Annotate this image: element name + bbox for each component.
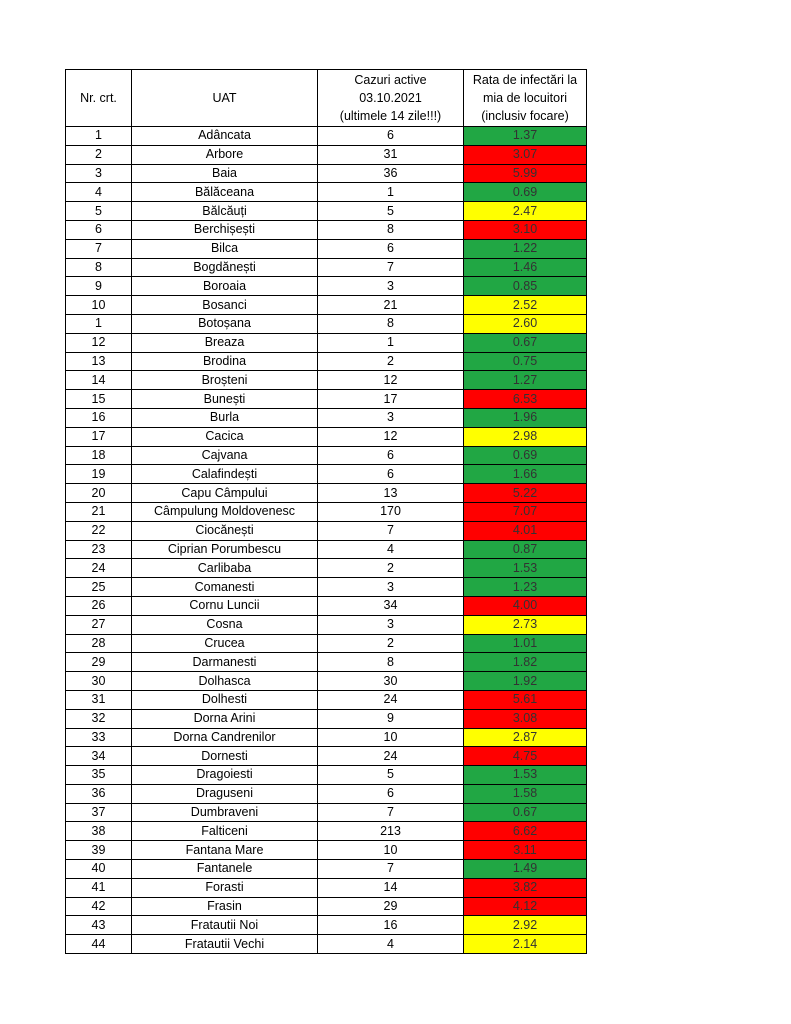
header-cases-line-3: (ultimele 14 zile!!!) — [339, 109, 442, 123]
cell-nr: 34 — [66, 747, 132, 766]
cell-nr: 6 — [66, 220, 132, 239]
cell-rate: 0.85 — [464, 277, 587, 296]
cell-nr: 36 — [66, 784, 132, 803]
table-row — [66, 878, 587, 897]
cell-cases: 13 — [318, 484, 464, 503]
cell-rate: 3.08 — [464, 709, 587, 728]
cell-rate: 4.01 — [464, 521, 587, 540]
cell-uat: Dornesti — [132, 747, 318, 766]
cell-uat: Baia — [132, 164, 318, 183]
cell-nr: 42 — [66, 897, 132, 916]
cell-nr: 43 — [66, 916, 132, 935]
cell-cases: 6 — [318, 239, 464, 258]
header-rate-line-2: mia de locuitori — [482, 91, 568, 105]
cell-nr: 22 — [66, 521, 132, 540]
cell-rate: 1.37 — [464, 127, 587, 146]
table-row — [66, 127, 587, 146]
cell-cases: 29 — [318, 897, 464, 916]
table-row — [66, 390, 587, 409]
cell-rate: 0.67 — [464, 333, 587, 352]
cell-rate: 1.27 — [464, 371, 587, 390]
cell-nr: 13 — [66, 352, 132, 371]
cell-uat: Draguseni — [132, 784, 318, 803]
cell-nr: 39 — [66, 841, 132, 860]
cell-uat: Bosanci — [132, 296, 318, 315]
cell-nr: 14 — [66, 371, 132, 390]
cell-uat: Falticeni — [132, 822, 318, 841]
cell-rate: 1.82 — [464, 653, 587, 672]
table-row — [66, 578, 587, 597]
cell-cases: 3 — [318, 615, 464, 634]
cell-uat: Dumbraveni — [132, 803, 318, 822]
cell-nr: 12 — [66, 333, 132, 352]
cell-cases: 24 — [318, 690, 464, 709]
cell-rate: 3.10 — [464, 220, 587, 239]
cell-cases: 12 — [318, 427, 464, 446]
cell-cases: 6 — [318, 784, 464, 803]
cell-cases: 31 — [318, 145, 464, 164]
cell-rate: 2.98 — [464, 427, 587, 446]
table-row — [66, 408, 587, 427]
cell-cases: 36 — [318, 164, 464, 183]
table-row — [66, 559, 587, 578]
table-row — [66, 465, 587, 484]
table-row — [66, 202, 587, 221]
cell-cases: 8 — [318, 220, 464, 239]
cell-nr: 7 — [66, 239, 132, 258]
table-row — [66, 841, 587, 860]
table-row — [66, 296, 587, 315]
cell-cases: 24 — [318, 747, 464, 766]
table-row — [66, 728, 587, 747]
cell-rate: 0.69 — [464, 183, 587, 202]
cell-nr: 28 — [66, 634, 132, 653]
table-row — [66, 484, 587, 503]
cell-nr: 27 — [66, 615, 132, 634]
cell-rate: 1.92 — [464, 672, 587, 691]
cell-nr: 2 — [66, 145, 132, 164]
table-row — [66, 747, 587, 766]
cell-rate: 2.73 — [464, 615, 587, 634]
cell-nr: 5 — [66, 202, 132, 221]
cell-cases: 4 — [318, 540, 464, 559]
table-row — [66, 916, 587, 935]
cell-cases: 6 — [318, 127, 464, 146]
table-row — [66, 333, 587, 352]
header-rate — [464, 70, 587, 127]
cell-nr: 33 — [66, 728, 132, 747]
table-row — [66, 502, 587, 521]
cell-uat: Cacica — [132, 427, 318, 446]
cell-nr: 4 — [66, 183, 132, 202]
cell-cases: 213 — [318, 822, 464, 841]
cell-rate: 1.01 — [464, 634, 587, 653]
cell-cases: 12 — [318, 371, 464, 390]
cell-uat: Adâncata — [132, 127, 318, 146]
cell-uat: Burla — [132, 408, 318, 427]
header-cases-line-2: 03.10.2021 — [359, 91, 422, 105]
cell-uat: Comanesti — [132, 578, 318, 597]
cell-cases: 5 — [318, 766, 464, 785]
cell-nr: 40 — [66, 860, 132, 879]
cell-cases: 7 — [318, 258, 464, 277]
cell-uat: Capu Câmpului — [132, 484, 318, 503]
cell-nr: 8 — [66, 258, 132, 277]
cell-uat: Dolhasca — [132, 672, 318, 691]
table-row — [66, 596, 587, 615]
cell-nr: 26 — [66, 596, 132, 615]
cell-uat: Brodina — [132, 352, 318, 371]
cell-rate: 1.49 — [464, 860, 587, 879]
cell-rate: 7.07 — [464, 502, 587, 521]
cell-rate: 2.14 — [464, 935, 587, 954]
table-row — [66, 371, 587, 390]
cell-cases: 2 — [318, 352, 464, 371]
cell-uat: Forasti — [132, 878, 318, 897]
cell-rate: 2.87 — [464, 728, 587, 747]
cell-rate: 0.75 — [464, 352, 587, 371]
header-rate-line-3: (inclusiv focare) — [481, 109, 569, 123]
cell-cases: 7 — [318, 860, 464, 879]
cell-uat: Bălcăuți — [132, 202, 318, 221]
table-body — [66, 127, 587, 954]
cell-rate: 1.96 — [464, 408, 587, 427]
cell-rate: 4.00 — [464, 596, 587, 615]
cell-rate: 1.23 — [464, 578, 587, 597]
cell-uat: Dorna Arini — [132, 709, 318, 728]
cell-cases: 3 — [318, 578, 464, 597]
header-cases — [318, 70, 464, 127]
table-row — [66, 145, 587, 164]
cell-uat: Calafindești — [132, 465, 318, 484]
cell-rate: 2.60 — [464, 314, 587, 333]
cell-nr: 18 — [66, 446, 132, 465]
table-row — [66, 164, 587, 183]
cell-nr: 3 — [66, 164, 132, 183]
cell-uat: Ciocănești — [132, 521, 318, 540]
cell-uat: Ciprian Porumbescu — [132, 540, 318, 559]
header-cases-line-1: Cazuri active — [354, 73, 427, 87]
cell-cases: 1 — [318, 333, 464, 352]
cell-uat: Cornu Luncii — [132, 596, 318, 615]
cell-nr: 20 — [66, 484, 132, 503]
cell-nr: 24 — [66, 559, 132, 578]
cell-rate: 5.61 — [464, 690, 587, 709]
cell-cases: 17 — [318, 390, 464, 409]
cell-rate: 0.67 — [464, 803, 587, 822]
cell-rate: 2.47 — [464, 202, 587, 221]
cell-rate: 6.53 — [464, 390, 587, 409]
cell-uat: Dorna Candrenilor — [132, 728, 318, 747]
cell-nr: 10 — [66, 296, 132, 315]
cell-uat: Fantana Mare — [132, 841, 318, 860]
table-row — [66, 314, 587, 333]
cell-uat: Broșteni — [132, 371, 318, 390]
cell-nr: 35 — [66, 766, 132, 785]
cell-rate: 5.99 — [464, 164, 587, 183]
cell-rate: 4.75 — [464, 747, 587, 766]
cell-cases: 14 — [318, 878, 464, 897]
cell-cases: 170 — [318, 502, 464, 521]
cell-cases: 6 — [318, 446, 464, 465]
cell-rate: 1.53 — [464, 766, 587, 785]
cell-cases: 7 — [318, 521, 464, 540]
table-row — [66, 935, 587, 954]
table-row — [66, 427, 587, 446]
cell-rate: 4.12 — [464, 897, 587, 916]
cell-cases: 4 — [318, 935, 464, 954]
cell-uat: Darmanesti — [132, 653, 318, 672]
cell-rate: 1.66 — [464, 465, 587, 484]
cell-rate: 2.52 — [464, 296, 587, 315]
cell-nr: 9 — [66, 277, 132, 296]
cell-nr: 30 — [66, 672, 132, 691]
table-row — [66, 709, 587, 728]
cell-uat: Câmpulung Moldovenesc — [132, 502, 318, 521]
cell-cases: 7 — [318, 803, 464, 822]
cell-rate: 3.07 — [464, 145, 587, 164]
cell-cases: 3 — [318, 277, 464, 296]
table-row — [66, 897, 587, 916]
cell-uat: Arbore — [132, 145, 318, 164]
cell-cases: 8 — [318, 653, 464, 672]
cell-uat: Fantanele — [132, 860, 318, 879]
cell-nr: 44 — [66, 935, 132, 954]
cell-rate: 0.87 — [464, 540, 587, 559]
table-row — [66, 352, 587, 371]
infection-rate-table — [65, 69, 587, 954]
cell-uat: Dolhesti — [132, 690, 318, 709]
table-row — [66, 446, 587, 465]
cell-rate: 1.53 — [464, 559, 587, 578]
cell-uat: Berchișești — [132, 220, 318, 239]
cell-cases: 21 — [318, 296, 464, 315]
cell-nr: 41 — [66, 878, 132, 897]
cell-uat: Frasin — [132, 897, 318, 916]
cell-uat: Bilca — [132, 239, 318, 258]
cell-cases: 3 — [318, 408, 464, 427]
cell-uat: Botoșana — [132, 314, 318, 333]
table-row — [66, 766, 587, 785]
header-uat: UAT — [132, 70, 318, 127]
cell-uat: Carlibaba — [132, 559, 318, 578]
cell-rate: 1.58 — [464, 784, 587, 803]
cell-nr: 17 — [66, 427, 132, 446]
table-row — [66, 634, 587, 653]
cell-nr: 29 — [66, 653, 132, 672]
cell-cases: 34 — [318, 596, 464, 615]
cell-uat: Cajvana — [132, 446, 318, 465]
cell-uat: Bunești — [132, 390, 318, 409]
cell-rate: 6.62 — [464, 822, 587, 841]
cell-uat: Fratautii Vechi — [132, 935, 318, 954]
cell-rate: 2.92 — [464, 916, 587, 935]
cell-uat: Crucea — [132, 634, 318, 653]
cell-uat: Fratautii Noi — [132, 916, 318, 935]
table-row — [66, 277, 587, 296]
cell-cases: 2 — [318, 634, 464, 653]
cell-rate: 0.69 — [464, 446, 587, 465]
cell-cases: 8 — [318, 314, 464, 333]
cell-cases: 10 — [318, 728, 464, 747]
table-row — [66, 239, 587, 258]
cell-rate: 1.22 — [464, 239, 587, 258]
cell-nr: 23 — [66, 540, 132, 559]
cell-nr: 15 — [66, 390, 132, 409]
cell-rate: 3.11 — [464, 841, 587, 860]
header-row — [66, 70, 587, 127]
cell-nr: 16 — [66, 408, 132, 427]
cell-cases: 30 — [318, 672, 464, 691]
cell-cases: 5 — [318, 202, 464, 221]
cell-nr: 1 — [66, 314, 132, 333]
table-row — [66, 258, 587, 277]
table-row — [66, 672, 587, 691]
cell-rate: 1.46 — [464, 258, 587, 277]
header-nr: Nr. crt. — [66, 70, 132, 127]
header-rate-line-1: Rata de infectări la — [472, 73, 578, 87]
cell-nr: 31 — [66, 690, 132, 709]
cell-nr: 1 — [66, 127, 132, 146]
cell-nr: 37 — [66, 803, 132, 822]
cell-nr: 25 — [66, 578, 132, 597]
cell-cases: 6 — [318, 465, 464, 484]
cell-cases: 10 — [318, 841, 464, 860]
cell-uat: Bălăceana — [132, 183, 318, 202]
cell-rate: 5.22 — [464, 484, 587, 503]
table-row — [66, 540, 587, 559]
cell-cases: 9 — [318, 709, 464, 728]
table-row — [66, 803, 587, 822]
table-row — [66, 690, 587, 709]
cell-cases: 1 — [318, 183, 464, 202]
table-row — [66, 615, 587, 634]
cell-uat: Bogdănești — [132, 258, 318, 277]
table-row — [66, 220, 587, 239]
cell-nr: 19 — [66, 465, 132, 484]
cell-uat: Cosna — [132, 615, 318, 634]
cell-cases: 2 — [318, 559, 464, 578]
table-row — [66, 653, 587, 672]
table-row — [66, 822, 587, 841]
cell-nr: 32 — [66, 709, 132, 728]
cell-uat: Boroaia — [132, 277, 318, 296]
table-row — [66, 521, 587, 540]
table-row — [66, 784, 587, 803]
cell-cases: 16 — [318, 916, 464, 935]
cell-rate: 3.82 — [464, 878, 587, 897]
cell-uat: Dragoiesti — [132, 766, 318, 785]
table-row — [66, 860, 587, 879]
cell-nr: 21 — [66, 502, 132, 521]
table-row — [66, 183, 587, 202]
cell-nr: 38 — [66, 822, 132, 841]
cell-uat: Breaza — [132, 333, 318, 352]
